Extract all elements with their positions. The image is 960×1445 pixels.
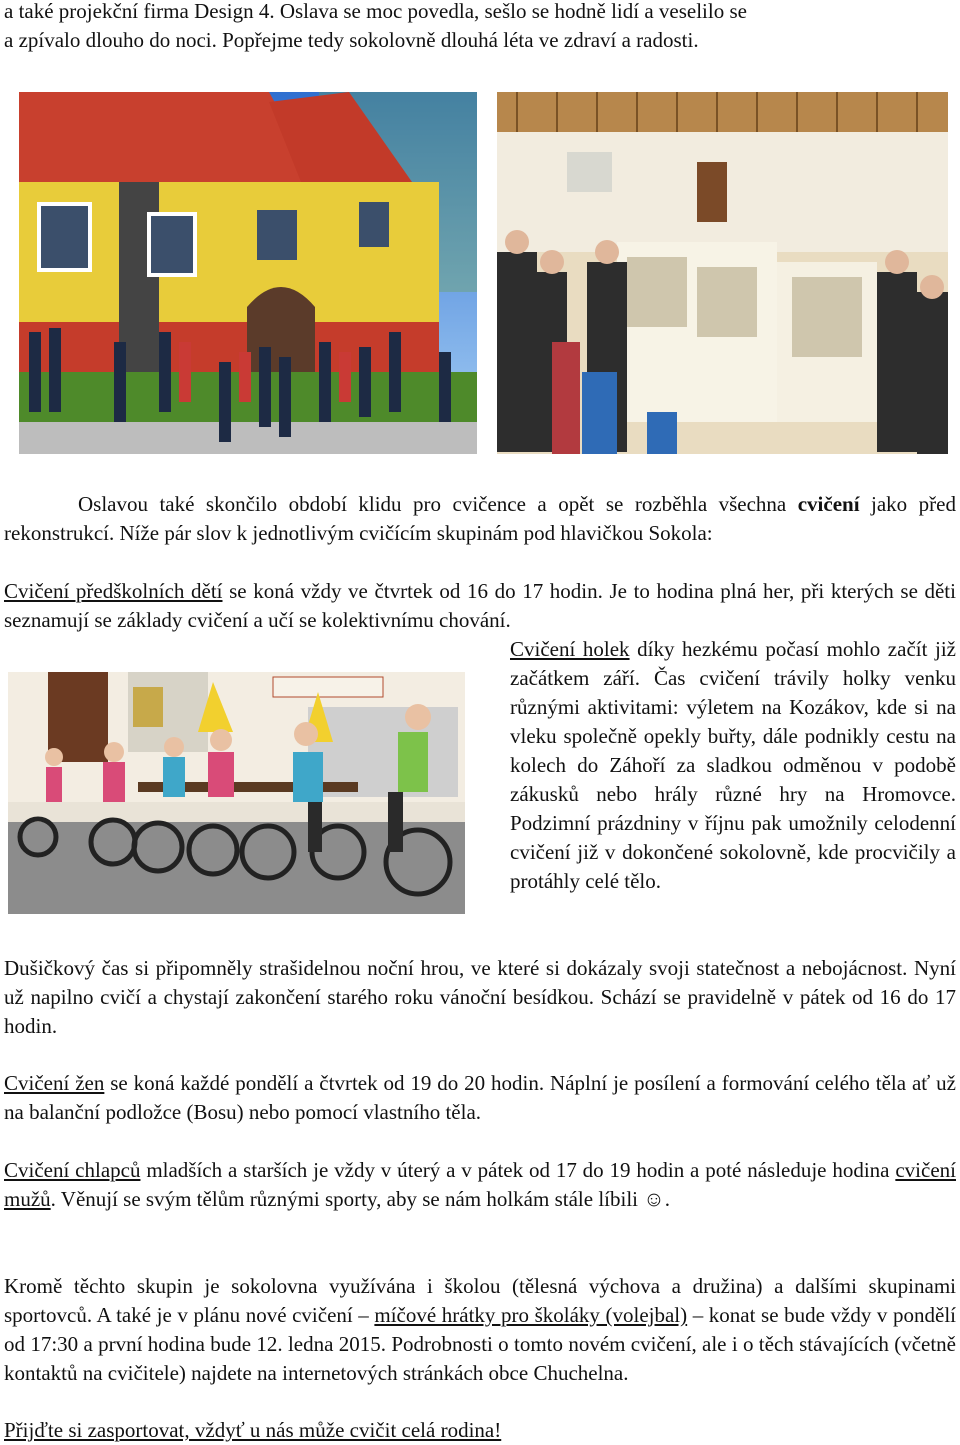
photo-exhibition-hall: [497, 92, 948, 454]
women-link[interactable]: Cvičení žen: [4, 1071, 105, 1095]
photo-sokolovna-building-art: [19, 92, 477, 454]
paragraph-preschool: [4, 577, 956, 635]
men-link[interactable]: cvičení mužů: [4, 1158, 956, 1211]
photo-girls-bikes-art: [8, 672, 465, 914]
paragraph-activities: [4, 490, 956, 548]
others-text-b: – konat se bude vždy v pondělí od 17:30 a první hodina bude 12. ledna 2015. Podrobnosti o tomto novém cvičení, ale i o těch stávajících (včetně kontaktů na cvičitele) najdete na internetových stránkách obce Chuchelna.: [4, 1303, 956, 1385]
girls-text: díky hezkému počasí mohlo začít již začátkem září. Čas cvičení trávily holky venku různými aktivitami: výletem na Kozákov, kde si na vleku společně opekly buřty, dále podnikly cestu na kolech do Záhoří za sladkou odměnou v podobě zákusků nebo hrály různé hry na Hromovce. Podzimní prázdniny v říjnu pak umožnily celodenní cvičení již v dokončené sokolovně, kde procvičily a protáhly celé tělo.: [510, 637, 956, 893]
boys-end: .: [664, 1187, 670, 1211]
paragraph-girls-after: Dušičkový čas si připomněly strašidelnou noční hrou, ve které si dokázaly svoji statečnost a nebojácnost. Nyní už napilno cvičí a chystají zakončení starého roku vánoční besídkou. Schází se pravidelně v pátek od 16 do 17 hodin.: [4, 956, 956, 1038]
preschool-text: se koná vždy ve čtvrtek od 16 do 17 hodin. Je to hodina plná her, při kterých se děti seznamují se základy cvičení a učí se kolektivnímu chování.: [4, 579, 956, 632]
intro-line-1: a také projekční firma Design 4. Oslava se moc povedla, sešlo se hodně lidí a veselilo se: [4, 0, 747, 23]
photo-sokolovna-building: [19, 92, 477, 454]
intro-line-2: a zpívalo dlouho do noci. Popřejme tedy sokolovně dlouhá léta ve zdraví a radosti.: [4, 28, 699, 52]
paragraph-women: [4, 1069, 956, 1127]
others-text-a: Kromě těchto skupin je sokolovna využívána i školou (tělesná výchova a družina) a dalšími skupinami sportovců. A také je v plánu nové cvičení –: [4, 1274, 956, 1327]
paragraph-boys: [4, 1156, 956, 1214]
paragraph-girls: [510, 635, 956, 896]
boys-text-a: mladších a starších je vždy v úterý a v pátek od 17 do 19 hodin a poté následuje hodina: [140, 1158, 896, 1182]
boys-link[interactable]: Cvičení chlapců: [4, 1158, 141, 1182]
boys-text-b: . Věnují se svým tělům různými sporty, aby se nám holkám stále líbili: [50, 1187, 644, 1211]
photo-exhibition-hall-art: [497, 92, 948, 454]
girls-link[interactable]: Cvičení holek: [510, 637, 630, 661]
activities-text-b: jako před rekonstrukcí. Níže pár slov k jednotlivým cvičícím skupinám pod hlavičkou Sokola:: [4, 492, 956, 545]
volleyball-link[interactable]: míčové hrátky pro školáky (volejbal): [374, 1303, 688, 1327]
smiley-icon: ☺: [643, 1187, 665, 1211]
paragraph-others: [4, 1272, 956, 1388]
closing-link[interactable]: Přijďte si zasportovat, vždyť u nás může cvičit celá rodina!: [4, 1418, 502, 1442]
preschool-link[interactable]: Cvičení předškolních dětí: [4, 579, 223, 603]
activities-bold: cvičení: [797, 492, 860, 516]
women-text: se koná každé pondělí a čtvrtek od 19 do 20 hodin. Náplní je posílení a formování celého těla ať už na balanční podložce (Bosu) nebo pomocí vlastního těla.: [4, 1071, 956, 1124]
photo-girls-bikes: [8, 672, 465, 914]
activities-text-a: Oslavou také skončilo období klidu pro cvičence a opět se rozběhla všechna: [78, 492, 798, 516]
